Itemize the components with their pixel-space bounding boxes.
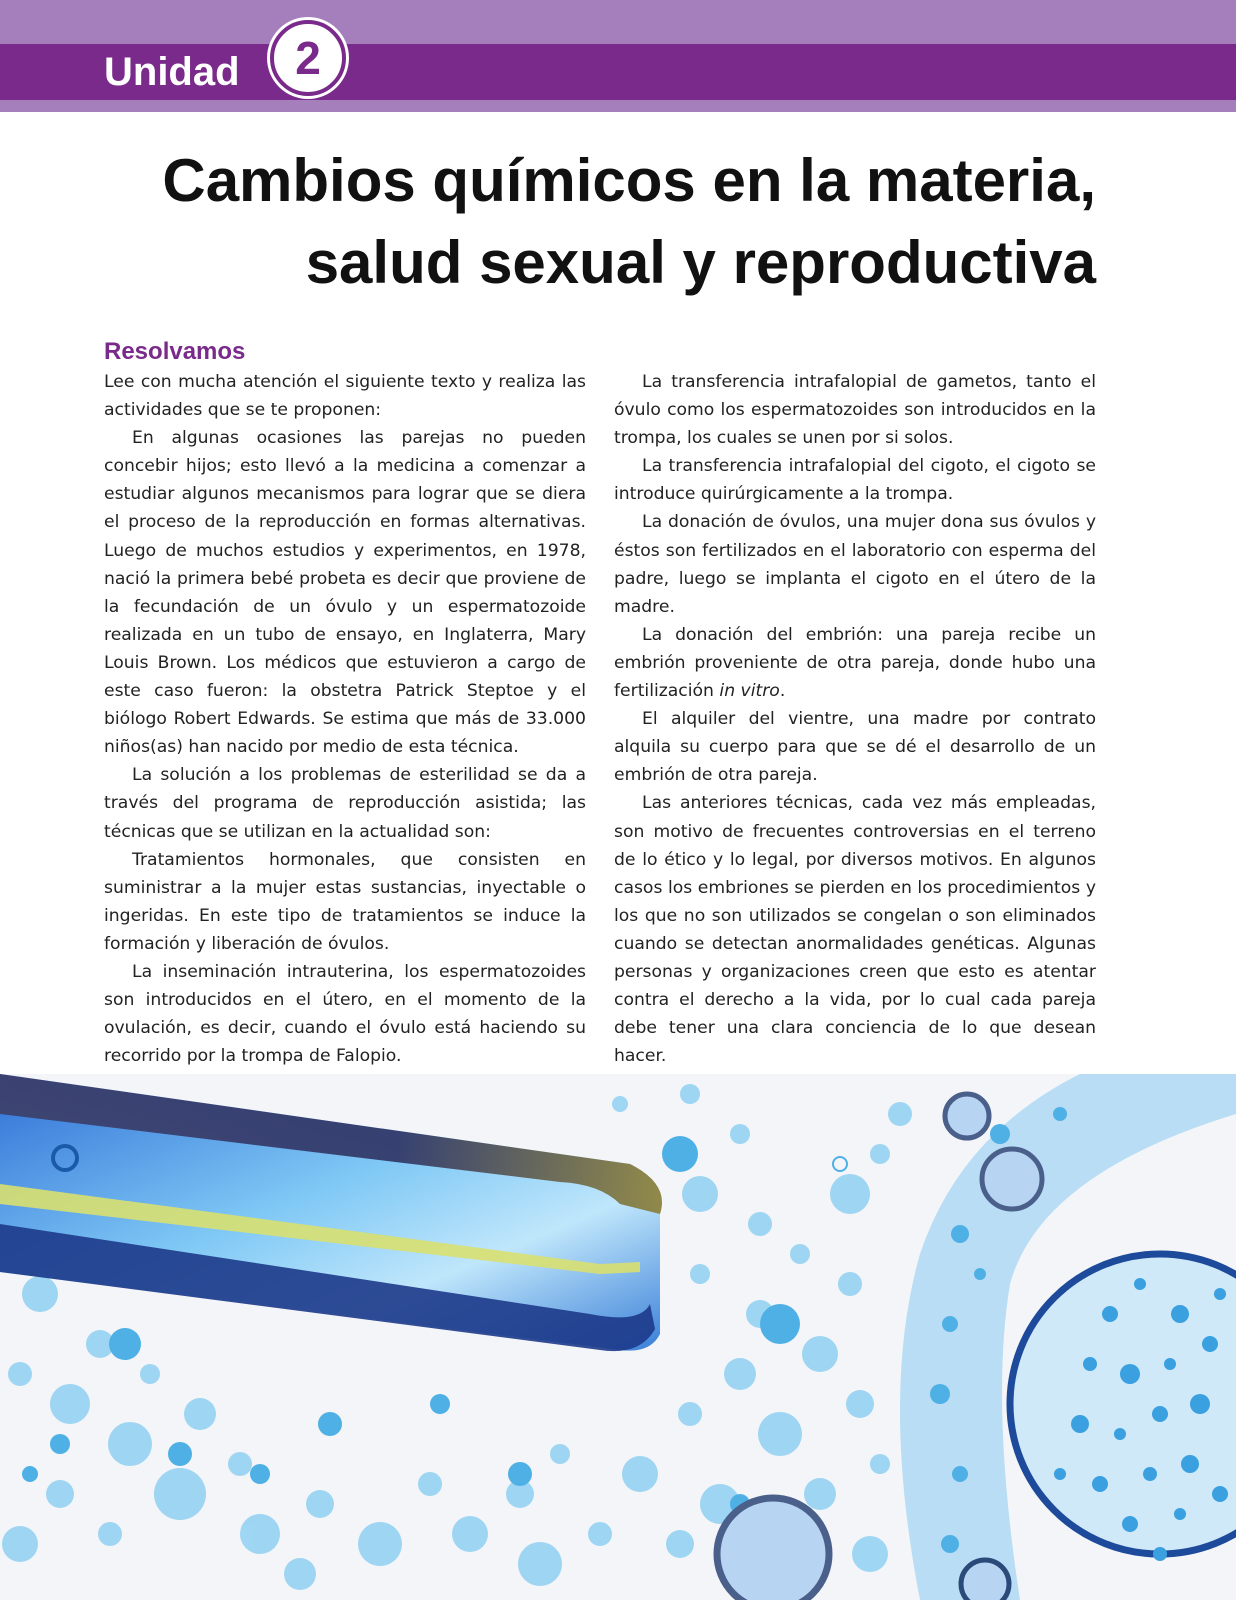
- header-bottom-band: [0, 100, 1236, 112]
- page-title-line-2: salud sexual y reproductiva: [305, 229, 1096, 296]
- paragraph: En algunas ocasiones las parejas no pueden concebir hijos; esto llevó a la medicina a comenzar a estudiar algunos mecanismos para lograr que se diera el proceso de la reproducción en formas alternativas. Luego de muchos estudios y experimentos, en 1978, nació la primera bebé probeta es decir que proviene de la fecundación de un óvulo y un espermatozoide realizada en un tubo de ensayo, en Inglaterra, Mary Louis Brown. Los médicos que estuvieron a cargo de este caso fueron: la obstetra Patrick Steptoe y el biólogo Robert Edwards. Se estima que más de 33.000 niños(as) han nacido por medio de esta técnica.: [104, 428, 586, 758]
- text-column-right: [614, 368, 1096, 1070]
- paragraph: Lee con mucha atención el siguiente texto y realiza las actividades que se te proponen:: [104, 372, 586, 421]
- paragraph: La inseminación intrauterina, los espermatozoides son introducidos en el útero, en el momento de la ovulación, es decir, cuando el óvulo está haciendo su recorrido por la trompa de Falopio.: [104, 961, 586, 1067]
- unit-number: 2: [295, 32, 321, 84]
- paragraph-text-end: .: [779, 681, 786, 702]
- paragraph-italic-term: in vitro: [719, 681, 780, 702]
- cell-icon: [717, 1498, 829, 1600]
- paragraph: Las anteriores técnicas, cada vez más empleadas, son motivo de frecuentes controversias en el terreno de lo ético y lo legal, por diversos motivos. En algunos casos los embriones se pierden en los procedimientos y los que no son utilizados se congelan o son eliminados cuando se detectan anormalidades genéticas. Algunas personas y organizaciones creen que esto es atentar contra el derecho a la vida, por lo cual cada pareja debe tener una clara conciencia de lo que desean hacer.: [614, 793, 1096, 1067]
- paragraph: La transferencia intrafalopial del cigoto, el cigoto se introduce quirúrgicamente a la trompa.: [614, 456, 1096, 505]
- header-top-band: [0, 0, 1236, 44]
- paragraph-embryo-donation: [614, 621, 1096, 705]
- cell-icon: [945, 1094, 989, 1138]
- paragraph: La solución a los problemas de esterilidad se da a través del programa de reproducción asistida; las técnicas que se utilizan en la actualidad son:: [104, 765, 586, 842]
- page-title: [96, 140, 1096, 304]
- unit-label: Unidad: [104, 50, 240, 94]
- paragraph-text: La donación del embrión: una pareja recibe un embrión proveniente de otra pareja, donde hubo una fertilización: [614, 624, 1096, 702]
- fertilization-illustration: [0, 1074, 1236, 1600]
- cell-icon: [982, 1149, 1042, 1209]
- unit-number-badge: [270, 20, 346, 96]
- paragraph: La donación de óvulos, una mujer dona sus óvulos y éstos son fertilizados en el laboratorio con esperma del padre, luego se implanta el cigoto en el útero de la madre.: [614, 512, 1096, 617]
- text-column-left: [104, 368, 586, 1070]
- cell-icon: [961, 1560, 1009, 1600]
- paragraph: El alquiler del vientre, una madre por contrato alquila su cuerpo para que se dé el desarrollo de un embrión de otra pareja.: [614, 709, 1096, 786]
- page-title-line-1: Cambios químicos en la materia,: [162, 147, 1096, 214]
- paragraph: Tratamientos hormonales, que consisten en suministrar a la mujer estas sustancias, inyectable o ingeridas. En este tipo de tratamientos se induce la formación y liberación de óvulos.: [104, 849, 586, 954]
- section-heading: Resolvamos: [104, 338, 246, 365]
- paragraph: La transferencia intrafalopial de gametos, tanto el óvulo como los espermatozoides son introducidos en la trompa, los cuales se unen por si solos.: [614, 372, 1096, 449]
